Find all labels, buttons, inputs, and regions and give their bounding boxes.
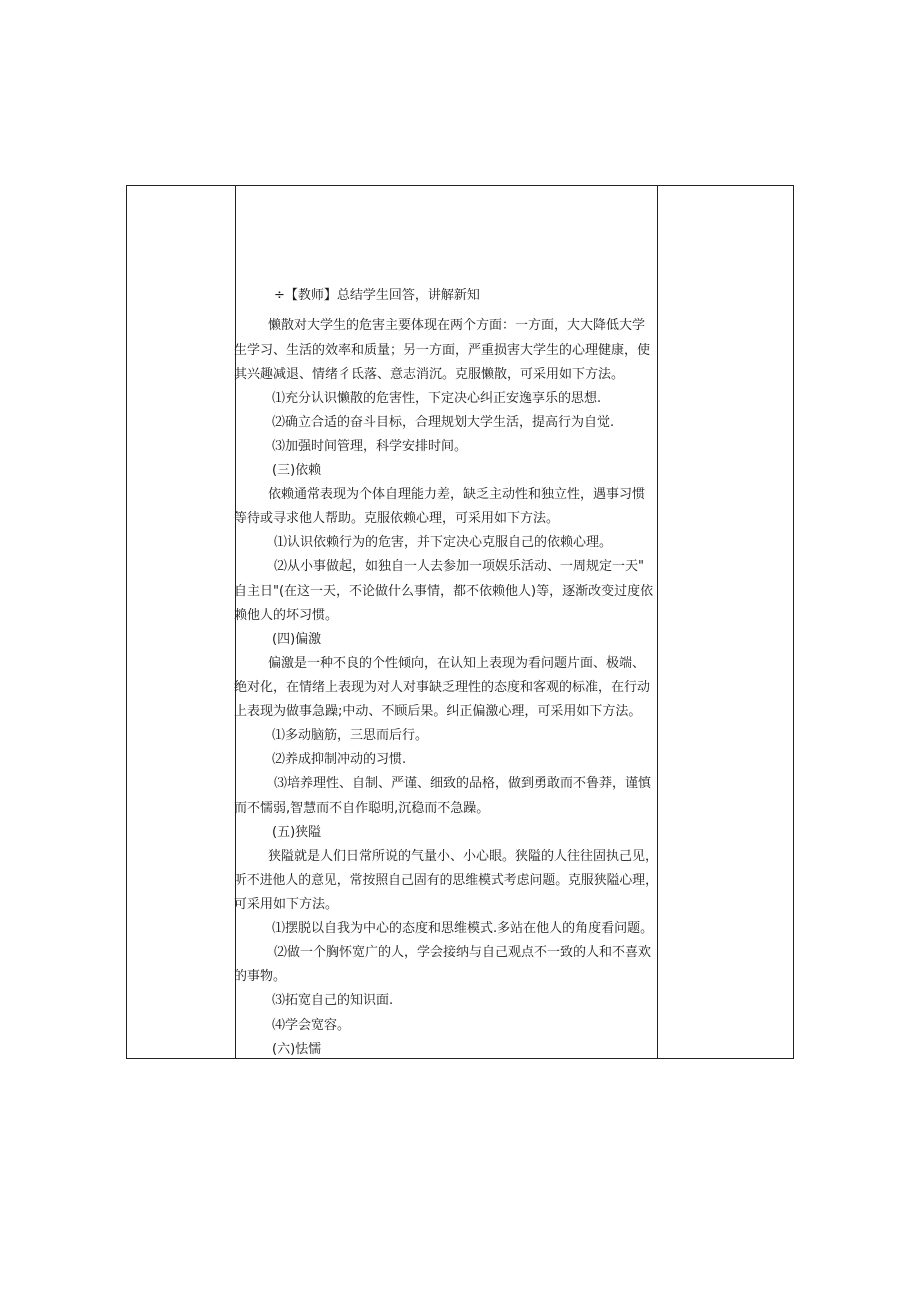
section-heading: (四)偏激 xyxy=(272,632,322,647)
paragraph-line: 生学习、生活的效率和质量；另一方面，严重损害大学生的心理健康，使 xyxy=(234,343,651,358)
paragraph-line: 的事物。 xyxy=(234,969,287,984)
list-item: ⑷学会宽容。 xyxy=(272,1018,351,1033)
paragraph-line: 自主日"(在这一天，不论做什么事情，都不依赖他人)等，逐渐改变过度依 xyxy=(234,584,654,599)
paragraph-line: 赖他人的坏习惯。 xyxy=(234,608,339,623)
section-heading: (三)依赖 xyxy=(272,463,322,478)
paragraph-line: 听不进他人的意见，常按照自己固有的思维模式考虑问题。克服狭隘心理， xyxy=(234,873,658,888)
list-item: ⑴充分认识懒散的危害性，下定决心纠正安逸享乐的思想. xyxy=(272,391,602,406)
list-item: ⑶培养理性、自制、严谨、细致的品格，做到勇敢而不鲁莽，谨慎 xyxy=(274,776,652,791)
list-item: ⑵养成抑制冲动的习惯. xyxy=(272,752,407,767)
paragraph-line: 狭隘就是人们日常所说的气量小、小心眼。狭隘的人往往固执己见， xyxy=(268,849,659,864)
teacher-summary-line: ÷【教师】总结学生回答，讲解新知 xyxy=(274,288,480,303)
list-item: ⑶拓宽自己的知识面. xyxy=(272,993,394,1008)
paragraph-line: 依赖通常表现为个体自理能力差，缺乏主动性和独立性，遇事习惯 xyxy=(268,487,646,502)
paragraph-line: 偏激是一种不良的个性倾向，在认知上表现为看问题片面、极端、 xyxy=(268,656,646,671)
list-item: ⑴认识依赖行为的危害，并下定决心克服自己的依赖心理。 xyxy=(274,535,613,550)
list-item: ⑴摆脱以自我为中心的态度和思维模式.多站在他人的角度看问题。 xyxy=(272,921,654,936)
paragraph-line: 上表现为做事急躁;中动、不顾后果。纠正偏激心理，可采用如下方法。 xyxy=(234,704,642,719)
paragraph-line: 等待或寻求他人帮助。克服依赖心理，可采用如下方法。 xyxy=(234,511,560,526)
paragraph-line: 懒散对大学生的危害主要体现在两个方面：一方面，大大降低大学 xyxy=(268,318,646,333)
paragraph-line: 而不懦弱,智慧而不自作聪明,沉稳而不急躁。 xyxy=(234,801,490,816)
list-item: ⑴多动脑筋，三思而后行。 xyxy=(272,728,429,743)
list-item: ⑵确立合适的奋斗目标，合理规划大学生活，提高行为自觉. xyxy=(272,415,615,430)
paragraph-line: 绝对化，在情绪上表现为对人对事缺乏理性的态度和客观的标准，在行动 xyxy=(234,680,651,695)
list-item: ⑵做一个胸怀宽广的人，学会接纳与自己观点不一致的人和不喜欢 xyxy=(274,945,652,960)
column-divider-right xyxy=(657,186,658,1058)
paragraph-line: 可采用如下方法。 xyxy=(234,897,339,912)
section-heading: (五)狭隘 xyxy=(272,825,322,840)
paragraph-line: 其兴趣减退、情绪彳氐落、意志消沉。克服懒散，可采用如下方法。 xyxy=(234,367,625,382)
list-item: ⑵从小事做起，如独自一人去参加一项娱乐活动、一周规定一天" xyxy=(274,559,644,574)
section-heading: (六)怯懦 xyxy=(272,1042,322,1057)
list-item: ⑶加强时间管理，科学安排时间。 xyxy=(272,439,468,454)
